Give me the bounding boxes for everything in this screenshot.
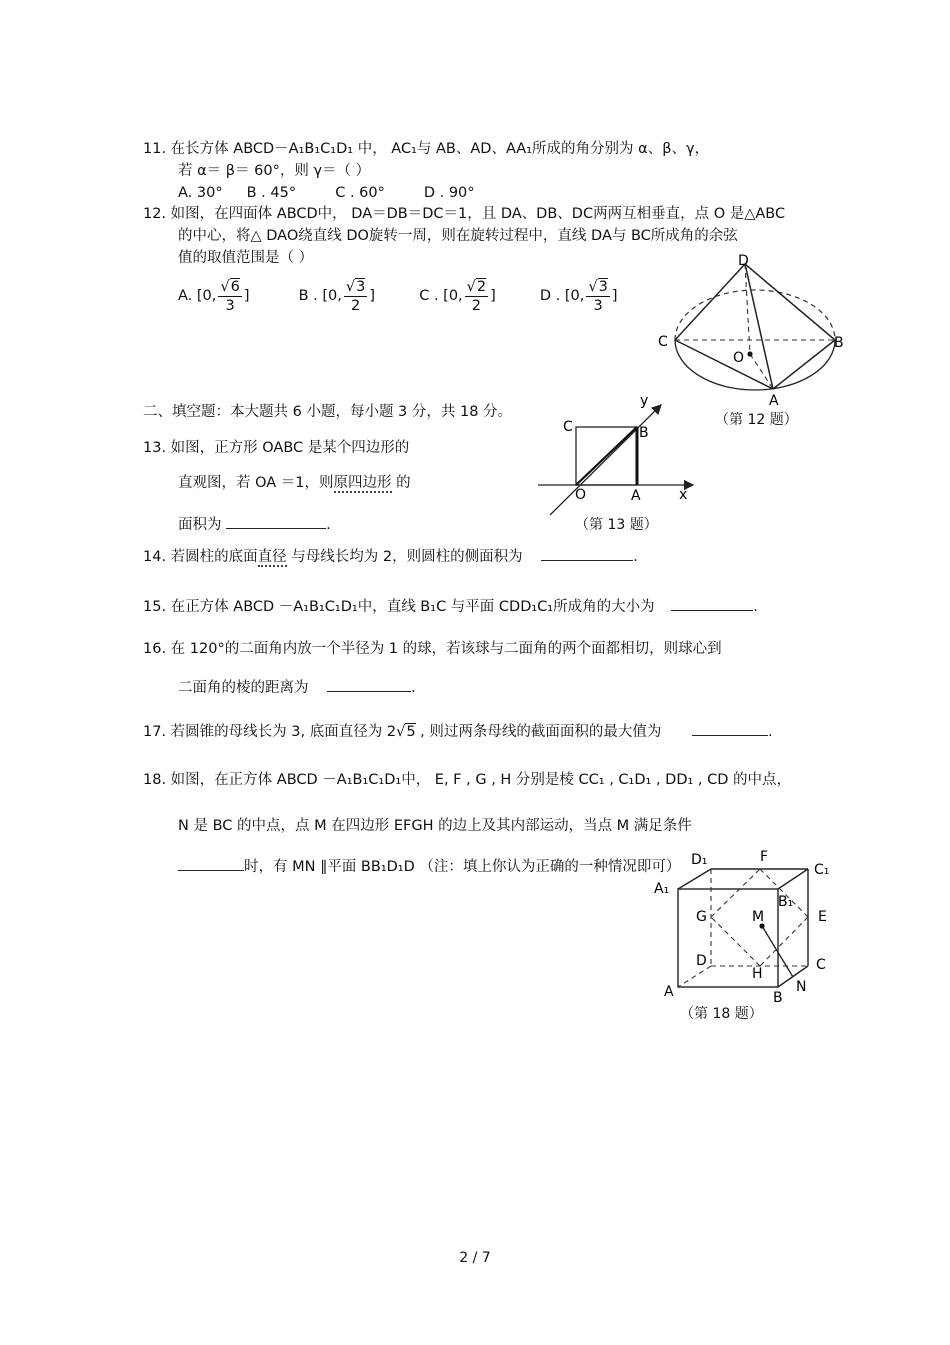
label-a1: A₁ (654, 881, 670, 897)
label-f: F (760, 849, 769, 865)
q14-line: 14. 若圆柱的底面直径 与母线长均为 2，则圆柱的侧面积为 . (143, 546, 638, 567)
label-b: B (773, 990, 783, 1006)
label-c: C (658, 334, 668, 350)
q11-option-a: A. 30° (178, 185, 223, 201)
q11-line1: 11. 在长方体 ABCD－A₁B₁C₁D₁ 中， AC₁与 AB、AD、AA₁所成的角分别为 α、β、γ， (143, 141, 710, 157)
label-o: O (733, 350, 745, 366)
label-g: G (696, 909, 707, 925)
answer-blank[interactable] (327, 677, 411, 692)
answer-blank[interactable] (692, 721, 768, 736)
q11-line2: 若 α＝ β＝ 60°，则 γ＝（ ） (178, 163, 371, 179)
q12-options (178, 276, 617, 316)
q18-line1: 18. 如图，在正方体 ABCD －A₁B₁C₁D₁中， E, F , G , H 分别是棱 CC₁ , C₁D₁ , DD₁ , CD 的中点， (143, 772, 792, 788)
fraction: $\frac{√2}{2}$ (466, 278, 487, 314)
q13-line2: 直观图，若 OA ＝1，则原四边形 的 (178, 475, 411, 491)
q16-line2: 二面角的棱的距离为 . (178, 677, 416, 698)
figure-12-caption: （第 12 题） (715, 412, 798, 428)
label-a: A (664, 984, 674, 1000)
figure-13-caption: （第 13 题） (575, 517, 658, 533)
q12-option-c: C . [0, $\frac{√2}{2}$ ] (419, 278, 496, 314)
label-d1: D₁ (691, 852, 708, 868)
label-a: A (769, 393, 779, 409)
q13-line1: 13. 如图，正方形 OABC 是某个四边形的 (143, 440, 410, 456)
section-2-heading: 二、填空题：本大题共 6 小题，每小题 3 分，共 18 分。 (143, 404, 513, 420)
label-m: M (752, 909, 765, 925)
label-c1: C₁ (814, 862, 830, 878)
answer-blank[interactable] (226, 514, 326, 529)
label-b1: B₁ (778, 894, 794, 910)
q12-line3: 值的取值范围是（ ） (178, 250, 314, 266)
label-x: x (679, 487, 688, 503)
q18-line3: 时，有 MN ∥平面 BB₁D₁D （注：填上你认为正确的一种情况即可） (178, 856, 680, 877)
label-a: A (631, 488, 641, 504)
label-d: D (738, 253, 749, 269)
q13-line3: 面积为 . (178, 514, 331, 535)
figure-18-cube (648, 846, 844, 1006)
label-n: N (796, 979, 807, 995)
label-b: B (834, 335, 844, 351)
figure-13-square (533, 393, 703, 513)
answer-blank[interactable] (178, 856, 244, 871)
q18-line2: N 是 BC 的中点，点 M 在四边形 EFGH 的边上及其内部运动，当点 M 满足条件 (178, 818, 692, 834)
answer-blank[interactable] (541, 546, 633, 561)
page-number: 2 / 7 (459, 1250, 491, 1266)
q16-line1: 16. 在 120°的二面角内放一个半径为 1 的球，若该球与二面角的两个面都相切，则球心到 (143, 641, 722, 657)
fraction: $\frac{√3}{2}$ (345, 278, 366, 314)
q12-option-d: D . [0, $\frac{√3}{3}$ ] (539, 278, 618, 314)
q17-line: 17. 若圆锥的母线长为 3, 底面直径为 2√5 , 则过两条母线的截面面积的最大值为 . (143, 721, 773, 742)
q11-options (178, 183, 475, 203)
label-d: D (696, 953, 707, 969)
label-c: C (563, 419, 573, 435)
q11-option-c: C . 60° (335, 185, 385, 201)
fraction: $\frac{√3}{3}$ (588, 278, 608, 314)
answer-blank[interactable] (671, 596, 753, 611)
q12-option-a: A. [0, $\frac{√6}{3}$ ] (178, 278, 250, 314)
figure-18-caption: （第 18 题） (680, 1006, 763, 1022)
q12-line1: 12. 如图，在四面体 ABCD中， DA＝DB＝DC＝1，且 DA、DB、DC两两互相垂直，点 O 是△ABC (143, 206, 786, 222)
q15-line: 15. 在正方体 ABCD －A₁B₁C₁D₁中，直线 B₁C 与平面 CDD₁C₁所成角的大小为 . (143, 596, 758, 617)
label-b: B (639, 425, 649, 441)
q11-option-b: B . 45° (246, 185, 297, 201)
label-e: E (818, 909, 827, 925)
center-point-o (747, 351, 752, 356)
q12-option-b: B . [0, $\frac{√3}{2}$ ] (298, 278, 376, 314)
fraction: $\frac{√6}{3}$ (220, 278, 240, 314)
label-o: O (575, 487, 587, 503)
q11-option-d: D . 90° (423, 185, 475, 201)
label-h: H (752, 966, 763, 982)
label-c: C (816, 957, 826, 973)
q12-line2: 的中心，将△ DAO绕直线 DO旋转一周，则在旋转过程中，直线 DA与 BC所成角的余弦 (178, 228, 738, 244)
label-y: y (640, 393, 649, 409)
